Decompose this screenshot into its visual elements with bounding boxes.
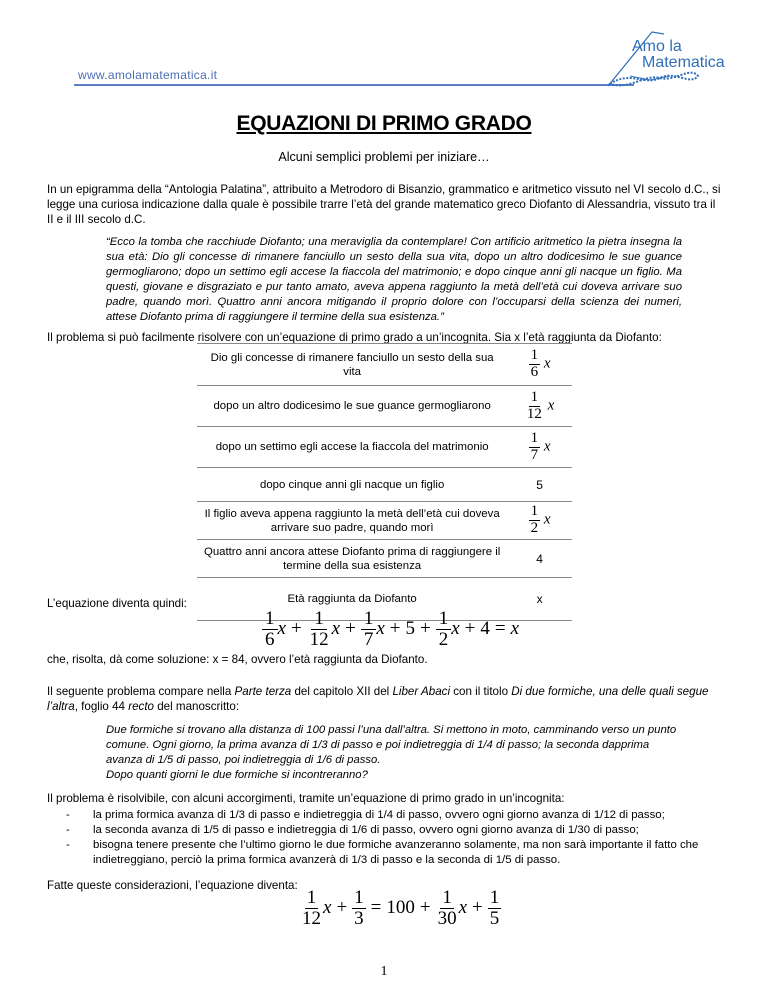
considerations-list bbox=[66, 808, 726, 868]
row-value: 5 bbox=[507, 468, 572, 502]
list-item: - bisogna tenere presente che l’ultimo giorno le due formiche avanzeranno solamente, ma non sarà importante il fatto che indietreggiano, perciò la prima formica avanzerà di 1/3 di passo e la seconda di 1/5 di passo. bbox=[66, 838, 726, 868]
row-value: 4 bbox=[507, 540, 572, 578]
logo-text-line2: Matematica bbox=[642, 54, 725, 71]
row-value: $\frac{1}{6}$ x bbox=[507, 344, 572, 386]
solution-text: che, risolta, dà come soluzione: x = 84, ovvero l’età raggiunta da Diofanto. bbox=[47, 653, 428, 666]
header-divider bbox=[74, 84, 634, 86]
site-url[interactable]: www.amolamatematica.it bbox=[78, 68, 218, 82]
table-row bbox=[197, 502, 572, 540]
row-value: $\frac{1}{7}$ x bbox=[507, 427, 572, 468]
row-value: $\frac{1}{2}$ x bbox=[507, 502, 572, 540]
page-title: EQUAZIONI DI PRIMO GRADO bbox=[236, 112, 532, 135]
table-row bbox=[197, 468, 572, 502]
row-description: Età raggiunta da Diofanto bbox=[197, 578, 507, 621]
table-row bbox=[197, 540, 572, 578]
row-description: Il figlio aveva appena raggiunto la metà dell’età cui doveva arrivare suo padre, quando morì bbox=[197, 502, 507, 540]
ants-quote bbox=[106, 723, 686, 783]
fraction: $\frac{1}{5}$ bbox=[489, 887, 500, 929]
row-description: dopo un settimo egli accese la fiaccola del matrimonio bbox=[197, 427, 507, 468]
equation-1: $\frac{1}{6}$ x + $\frac{1}{12}$ x + $\frac{1}{7}$ x + 5 + $\frac{1}{2}$ x + 4 = x bbox=[262, 609, 519, 650]
fraction: $\frac{1}{12}$ bbox=[302, 887, 321, 929]
fraction: $\frac{1}{12}$ bbox=[526, 388, 542, 422]
page-number: 1 bbox=[380, 964, 388, 979]
fraction: $\frac{1}{30}$ bbox=[437, 887, 457, 929]
list-item: - la seconda avanza di 1/5 di passo e indietreggia di 1/6 di passo, ovvero ogni giorno avanza di 1/30 di passo; bbox=[66, 823, 726, 838]
row-description: dopo cinque anni gli nacque un figlio bbox=[197, 468, 507, 502]
table-row bbox=[197, 344, 572, 386]
problem-intro: Il problema si può facilmente risolvere con un’equazione di primo grado a un’incognita. Sia x l’età raggiunta da Diofanto: bbox=[47, 331, 662, 344]
table-row bbox=[197, 427, 572, 468]
row-value: $\frac{1}{12}$ x bbox=[507, 386, 572, 427]
row-description: dopo un altro dodicesimo le sue guance germogliarono bbox=[197, 386, 507, 427]
fraction: $\frac{1}{6}$ bbox=[530, 347, 539, 380]
second-problem-intro: Il seguente problema compare nella Parte terza del capitolo XII del Liber Abaci con il titolo Di due formiche, una delle quali segue l’altra, foglio 44 recto del manoscritto: bbox=[47, 685, 709, 713]
problem-table bbox=[197, 343, 572, 621]
epigram-quote: “Ecco la tomba che racchiude Diofanto; una meraviglia da contemplare! Con artificio aritmetico la pietra insegna la sua età: Dio gli concesse di rimanere fanciullo un sesto della sua vita, dopo un altro dodicesimo le sue guance germogliarono; dopo un settimo egli accese la fiaccola del matrimonio; e dopo cinque anni gli nacque un figlio. Ma questi, giovane e disgraziato e pur tanto amato, aveva appena raggiunto la metà dell’età cui doveva arrivare suo padre, quando morì. Quattro anni ancora mitigando il proprio dolore con l’occuparsi della scienza dei numeri, attese Diofanto prima di raggiungere il termine della sua esistenza.” bbox=[106, 236, 682, 323]
row-description: Dio gli concesse di rimanere fanciullo un sesto della sua vita bbox=[197, 344, 507, 386]
fraction: $\frac{1}{7}$ bbox=[361, 609, 377, 650]
logo-text-line1: Amo la bbox=[632, 38, 682, 55]
fraction: $\frac{1}{3}$ bbox=[354, 887, 364, 929]
equation-label: L’equazione diventa quindi: bbox=[47, 597, 187, 610]
intro-paragraph: In un epigramma della “Antologia Palatina”, attribuito a Metrodoro di Bisanzio, grammatico e aritmetico vissuto nel VI secolo d.C., si legge una curiosa indicazione dalla quale è possibile trarre l’età del grande matematico greco Diofanto di Alessandria, vissuto tra il II e il III secolo d.C. bbox=[47, 183, 721, 226]
equation2-label: Fatte queste considerazioni, l’equazione diventa: bbox=[47, 879, 298, 892]
ants-quote-text: Due formiche si trovano alla distanza di 100 passi l’una dall’altra. Si mettono in moto, camminando verso un punto comune. Ogni giorno, la prima avanza di 1/3 di passo e poi indietreggia di 1/4 di passo; la seconda dapprima avanza di 1/5 di passo, poi indietreggia di 1/6 di passo. bbox=[106, 724, 677, 766]
fraction: $\frac{1}{2}$ bbox=[530, 503, 539, 536]
fraction: $\frac{1}{7}$ bbox=[530, 429, 539, 463]
ants-quote-question: Dopo quanti giorni le due formiche si incontreranno? bbox=[106, 769, 368, 781]
list-item: - la prima formica avanza di 1/3 di passo e indietreggia di 1/4 di passo, ovvero ogni giorno avanza di 1/12 di passo; bbox=[66, 808, 726, 823]
equation-2: $\frac{1}{12}$ x + $\frac{1}{3}$ = 100 + $\frac{1}{30}$ x + $\frac{1}{5}$ bbox=[302, 887, 500, 929]
page-subtitle: Alcuni semplici problemi per iniziare… bbox=[278, 150, 490, 164]
row-description: Quattro anni ancora attese Diofanto prima di raggiungere il termine della sua esistenza bbox=[197, 540, 507, 578]
fraction: $\frac{1}{6}$ bbox=[262, 609, 278, 650]
table-row bbox=[197, 386, 572, 427]
fraction: $\frac{1}{12}$ bbox=[309, 608, 329, 650]
row-value: x bbox=[507, 578, 572, 621]
second-problem-method: Il problema è risolvibile, con alcuni accorgimenti, tramite un’equazione di primo grado in un’incognita: bbox=[47, 792, 565, 805]
fraction: $\frac{1}{2}$ bbox=[436, 609, 452, 650]
